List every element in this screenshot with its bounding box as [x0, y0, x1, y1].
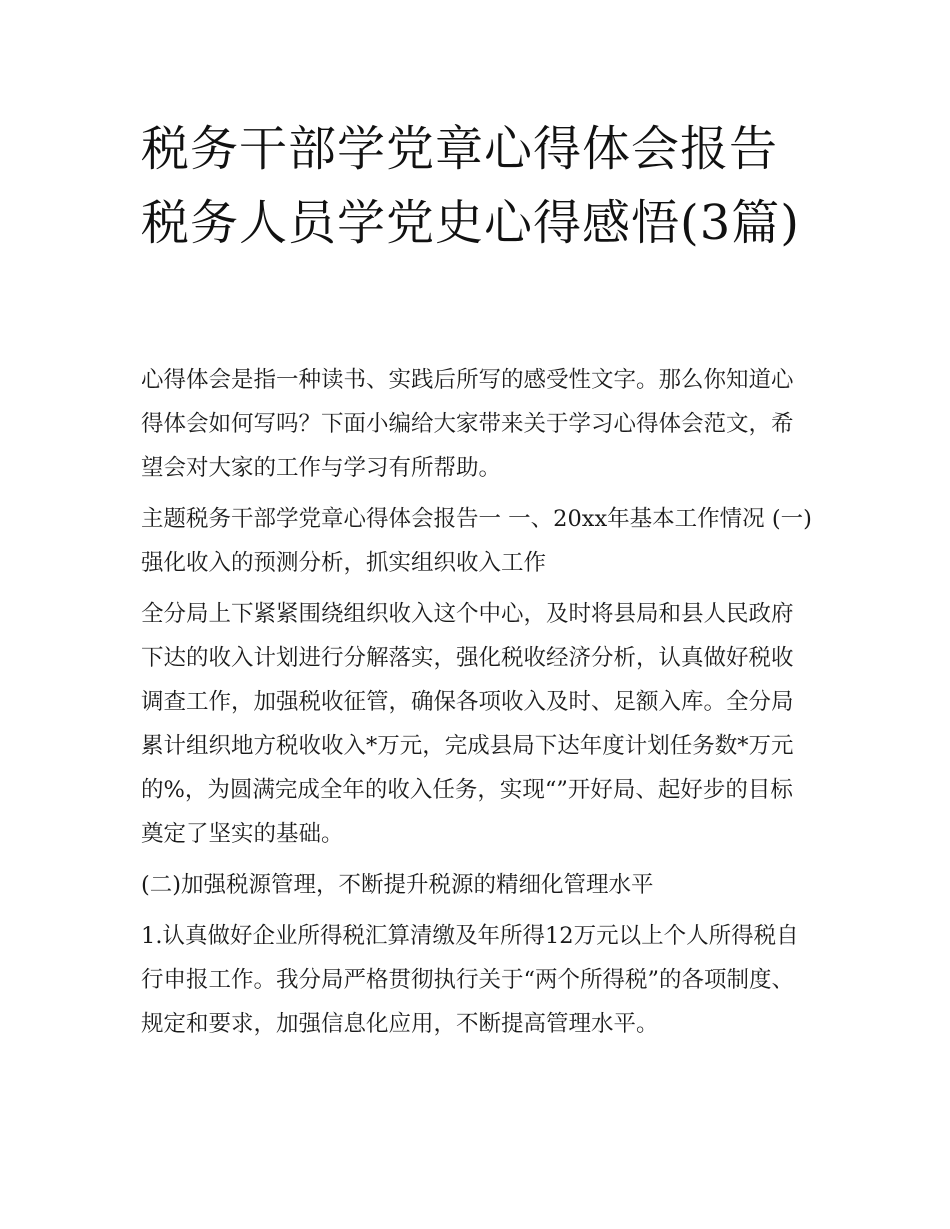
document-body [141, 358, 813, 1053]
document-title: 税务干部学党章心得体会报告税务人员学党史心得感悟(3篇) [141, 121, 800, 251]
paragraph-item-1: 1.认真做好企业所得税汇算清缴及年所得12万元以上个人所得税自行申报工作。我分局严格贯彻执行关于“两个所得税”的各项制度、规定和要求，加强信息化应用，不断提高管理水平。 [141, 923, 799, 1037]
paragraph-subheading: (二)加强税源管理，不断提升税源的精细化管理水平 [141, 872, 654, 898]
paragraph-revenue: 全分局上下紧紧围绕组织收入这个中心，及时将县局和县人民政府下达的收入计划进行分解落实，强化税收经济分析，认真做好税收调查工作，加强税收征管，确保各项收入及时、足额入库。全分局累计组织地方税收收入*万元，完成县局下达年度计划任务数*万元的%，为圆满完成全年的收入任务，实现“”开好局、起好步的目标奠定了坚实的基础。 [141, 601, 794, 847]
paragraph-intro: 心得体会是指一种读书、实践后所写的感受性文字。那么你知道心得体会如何写吗？下面小编给大家带来关于学习心得体会范文，希望会对大家的工作与学习有所帮助。 [141, 367, 794, 481]
paragraph-section-heading: 主题税务干部学党章心得体会报告一 一、20xx年基本工作情况 (一)强化收入的预测分析，抓实组织收入工作 [141, 506, 812, 576]
